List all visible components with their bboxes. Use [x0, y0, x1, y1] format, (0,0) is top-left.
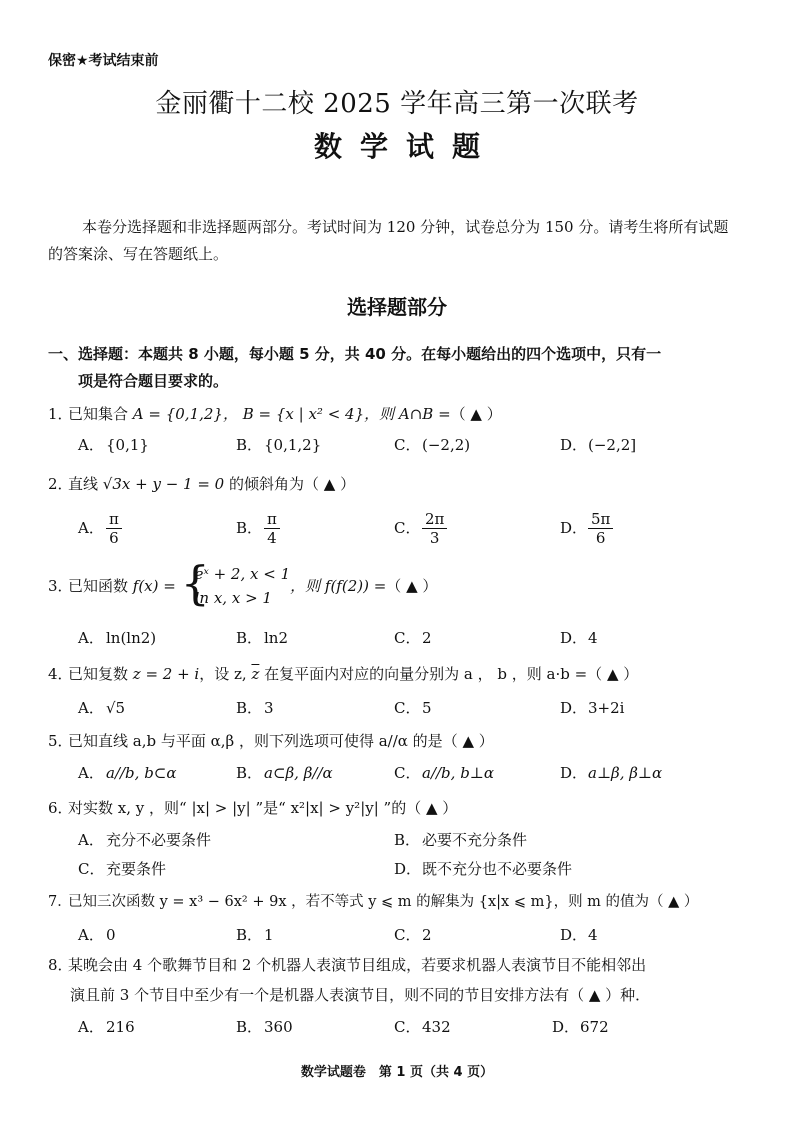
question-stem: 已知集合: [68, 405, 133, 423]
question-number: 2．: [48, 475, 73, 493]
option-c: C． 2: [394, 629, 432, 647]
option-b: B． 必要不充分条件: [394, 831, 528, 849]
option-d: D．4: [560, 926, 598, 944]
option-d: D．3+2i: [560, 699, 625, 717]
question-stem-post: ，则 f(f(2)) =: [290, 577, 387, 595]
question-6-options-row1: [78, 829, 758, 853]
option-d: D．672: [552, 1018, 609, 1036]
option-d: D．4: [560, 629, 598, 647]
option-a: A． 充分不必要条件: [78, 831, 212, 849]
piece-case-1: eˣ + 2, x < 1: [194, 565, 291, 583]
piecewise-function: [180, 556, 291, 610]
question-3-options: [78, 627, 758, 651]
part-one-heading: [48, 341, 738, 395]
question-4-options: [78, 697, 758, 721]
part-one-line2: 项是符合题目要求的。: [78, 372, 229, 390]
option-c: C． 2: [394, 926, 432, 944]
option-d: D． $\frac{5\pi}{6}$: [560, 510, 613, 547]
question-stem: 对实数 x, y ，则“ |x| > |y| ”是“ x²|x| > y²|y| ”的: [68, 799, 407, 817]
question-stem-post: 在复平面内对应的向量分别为 a ， b ，则 a·b =: [259, 665, 588, 683]
option-a: A． a//b, b⊂α: [78, 764, 177, 782]
option-d: D．a⊥β, β⊥α: [560, 764, 663, 782]
question-8-options: [78, 1016, 758, 1040]
option-b: B． a⊂β, β//α: [236, 764, 333, 782]
option-c: C． $\frac{2\pi}{3}$: [394, 510, 447, 547]
option-b: B． 1: [236, 926, 274, 944]
question-4: [48, 662, 748, 686]
option-c: C． (−2,2): [394, 436, 471, 454]
question-stem: 已知直线 a,b 与平面 α,β ，则下列选项可使得 a//α 的是: [68, 732, 443, 750]
question-number: 6．: [48, 799, 73, 817]
option-b: B． ln2: [236, 629, 289, 647]
option-c: C． 5: [394, 699, 432, 717]
question-7: [48, 890, 748, 914]
piece-case-2: ln x, x > 1: [194, 589, 272, 607]
question-stem-line1: 某晚会由 4 个歌舞节目和 2 个机器人表演节目组成，若要求机器人表演节目不能相邻出: [68, 956, 647, 974]
question-stem: 直线: [68, 475, 103, 493]
option-c: C． a//b, b⊥α: [394, 764, 495, 782]
subject-title: 数学试题: [313, 130, 498, 163]
question-8: [48, 950, 738, 1010]
option-a: A． {0,1}: [78, 436, 149, 454]
question-number: 4．: [48, 665, 73, 683]
question-6-options-row2: [78, 858, 758, 882]
question-math: √3x + y − 1 = 0: [102, 475, 225, 493]
answer-placeholder: （ ▲ ）: [649, 894, 699, 910]
option-a: A． $\frac{\pi}{6}$: [78, 510, 122, 547]
question-2: [48, 472, 748, 496]
brace-symbol: {: [180, 556, 210, 610]
question-number: 8．: [48, 956, 73, 974]
answer-placeholder: （ ▲ ）: [442, 732, 494, 750]
answer-placeholder: （ ▲ ）: [587, 665, 639, 683]
question-number: 1．: [48, 405, 73, 423]
option-c: C． 充要条件: [78, 860, 167, 878]
answer-placeholder: （ ▲ ）: [304, 475, 356, 493]
question-6: [48, 796, 748, 820]
question-7-options: [78, 924, 758, 948]
page-footer: 数学试题卷 第 1 页（共 4 页）: [300, 1065, 494, 1080]
question-stem: 已知函数: [68, 577, 133, 595]
question-math: z = 2 + i: [132, 665, 200, 683]
option-b: B． 360: [236, 1018, 293, 1036]
question-number: 5．: [48, 732, 73, 750]
answer-placeholder: （ ▲ ）: [450, 405, 502, 423]
option-a: A． 0: [78, 926, 116, 944]
option-a: A． √5: [78, 699, 126, 717]
question-math: A = {0,1,2}， B = {x | x² < 4}，则 A∩B =: [132, 405, 451, 423]
option-b: B． 3: [236, 699, 274, 717]
answer-placeholder: （ ▲ ）: [406, 799, 458, 817]
question-stem: 已知复数: [68, 665, 133, 683]
option-a: A． ln(ln2): [78, 629, 157, 647]
question-stem-post: 的倾斜角为: [224, 475, 304, 493]
question-3: [48, 556, 748, 610]
question-number: 7．: [48, 894, 72, 910]
option-b: B． $\frac{\pi}{4}$: [236, 510, 280, 547]
exam-instructions: 本卷分选择题和非选择题两部分。考试时间为 120 分钟，试卷总分为 150 分。请考生将所有试题的答案涂、写在答题纸上。: [48, 218, 729, 263]
question-5: [48, 729, 748, 753]
option-d: D．既不充分也不必要条件: [394, 860, 573, 878]
question-5-options: [78, 762, 758, 786]
question-number: 3．: [48, 577, 73, 595]
part-one-line1: 一、选择题：本题共 8 小题，每小题 5 分，共 40 分。在每小题给出的四个选项中，只有一: [48, 345, 662, 363]
exam-title: 金丽衢十二校 2025 学年高三第一次联考: [155, 89, 639, 119]
option-b: B． {0,1,2}: [236, 436, 322, 454]
function-name: f(x) =: [132, 577, 176, 595]
question-stem: 已知三次函数 y = x³ − 6x² + 9x ，若不等式 y ⩽ m 的解集为 {x|x ⩽ m}，则 m 的值为: [68, 894, 650, 910]
option-d: D．(−2,2]: [560, 436, 637, 454]
confidential-label: 保密★考试结束前: [48, 53, 159, 69]
option-a: A． 216: [78, 1018, 135, 1036]
question-stem-mid: ，设 z,: [199, 665, 252, 683]
section-title: 选择题部分: [347, 295, 447, 319]
question-1-options: [78, 434, 758, 458]
question-stem-line2: 演且前 3 个节目中至少有一个是机器人表演节目，则不同的节目安排方法有（ ▲ ）种．: [70, 986, 651, 1004]
question-1: [48, 402, 748, 426]
question-2-options: [78, 510, 758, 550]
answer-placeholder: （ ▲ ）: [386, 577, 438, 595]
option-c: C． 432: [394, 1018, 451, 1036]
conjugate-z: $\overline{z}$: [251, 665, 260, 683]
